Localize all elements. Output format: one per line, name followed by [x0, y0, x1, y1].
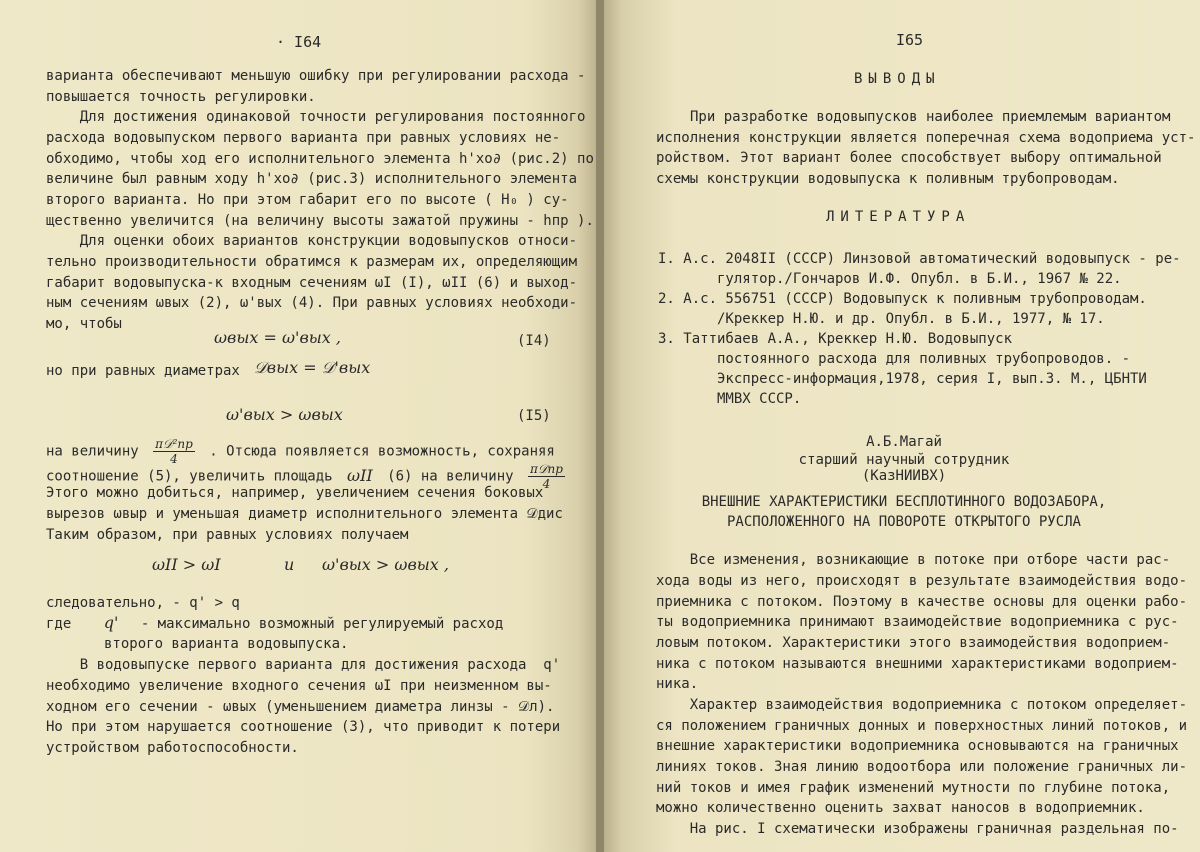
- text-line: ся положением граничных донных и поверхностных линий потоков, и: [656, 718, 1188, 734]
- article-title-line-1: ВНЕШНИЕ ХАРАКТЕРИСТИКИ БЕСПЛОТИННОГО ВОДОЗАБОРА,: [701, 494, 1107, 510]
- equation-15: ω'вых > ωвых: [226, 405, 343, 424]
- text-line: можно количественно оценить захват наносов в водоприемник.: [656, 800, 1145, 816]
- q-prime-symbol: q': [103, 613, 119, 632]
- text-fragment: где: [46, 616, 72, 632]
- equation-number: (I5): [517, 408, 551, 424]
- book-gutter: [596, 0, 604, 852]
- fraction-numerator: π𝒟²пр: [155, 437, 193, 451]
- text-line: Все изменения, возникающие в потоке при отборе части рас-: [656, 552, 1171, 568]
- text-line: ты водоприемника принимают взаимодействие водоприемника с рус-: [656, 614, 1179, 630]
- reference-line: Экспресс-информация,1978, серия I, вып.3. М., ЦБНТИ: [658, 371, 1147, 387]
- article-title-line-2: РАСПОЛОЖЕННОГО НА ПОВОРОТЕ ОТКРЫТОГО РУСЛА: [726, 514, 1081, 530]
- text-line: В водовыпуске первого варианта для достижения расхода q': [46, 657, 561, 673]
- heading-literature: ЛИТЕРАТУРА: [826, 209, 971, 225]
- text-line: величине был равным ходу h'хо∂ (рис.3) исполнительного элемента: [46, 171, 578, 187]
- left-page: [0, 0, 596, 852]
- text-line: ройством. Этот вариант более способствует выбору оптимальной: [656, 150, 1162, 166]
- text-line: При разработке водовыпусков наиболее приемлемым вариантом: [690, 109, 1171, 125]
- text-line: но при равных диаметрах: [46, 363, 240, 379]
- author-title: старший научный сотрудник: [798, 452, 1010, 468]
- right-page: [604, 0, 1200, 852]
- text-line: щественно увеличится (на величину высоты зажатой пружины - hпр ).: [46, 213, 594, 229]
- text-line: Для оценки обоих вариантов конструкции водовыпусков относи-: [46, 233, 578, 249]
- text-line: следовательно, - q' > q: [46, 595, 240, 611]
- author-name: А.Б.Магай: [866, 434, 942, 450]
- text-line: Для достижения одинаковой точности регулирования постоянного: [46, 109, 586, 125]
- text-line: второго варианта водовыпуска.: [104, 636, 349, 652]
- equation-number: (I4): [517, 333, 551, 349]
- text-line: исполнения конструкции является поперечная схема водоприема уст-: [656, 130, 1196, 146]
- text-line: внешние характеристики водоприемника основываются на граничных: [656, 738, 1179, 754]
- text-line: необходимо увеличение входного сечения ωI при неизменном вы-: [46, 678, 552, 694]
- text-line: Характер взаимодействия водоприемника с потоком определяет-: [656, 697, 1188, 713]
- equation-14: ωвых = ω'вых ,: [214, 328, 341, 347]
- equation-final-a: ωII > ωI: [152, 555, 221, 574]
- text-line: ходном его сечении - ωвых (уменьшением диаметра линзы - 𝒟л).: [46, 699, 555, 715]
- equation-final-b: ω'вых > ωвых ,: [322, 555, 449, 574]
- author-block: [754, 432, 1054, 484]
- text-fragment: соотношение (5), увеличить площадь: [46, 468, 333, 485]
- text-fragment: - максимально возможный регулируемый расход: [140, 616, 504, 632]
- text-line: ника с потоком называются внешними характеристиками водоприем-: [656, 656, 1179, 672]
- text-line: линиях токов. Зная линию водоотбора или положение граничных ли-: [656, 759, 1188, 775]
- text-line: обходимо, чтобы ход его исполнительного элемента h'хо∂ (рис.2) по: [46, 151, 594, 167]
- reference-line: гулятор./Гончаров И.Ф. Опубл. в Б.И., 1967 № 22.: [658, 271, 1122, 287]
- fraction-denominator: 4: [170, 452, 178, 466]
- equation-diameters: 𝒟вых = 𝒟'вых: [254, 358, 371, 377]
- text-fragment: (6) на величину: [387, 468, 514, 485]
- heading-conclusions: ВЫВОДЫ: [854, 71, 941, 87]
- fraction-denominator: 4: [542, 477, 551, 491]
- text-line-where: [46, 614, 503, 633]
- text-fragment: . Отсюда появляется возможность, сохраняя: [209, 443, 555, 460]
- text-line: ным сечениям ωвых (2), ω'вых (4). При равных условиях необходи-: [46, 295, 578, 311]
- text-line: ловым потоком. Характеристики этого взаимодействия водоприем-: [656, 635, 1171, 651]
- text-line: мо, чтобы: [46, 316, 122, 332]
- text-line: второго варианта. Но при этом габарит его по высоте ( H₀ ) су-: [46, 192, 569, 208]
- reference-line: 3. Таттибаев А.А., Креккер Н.Ю. Водовыпуск: [658, 331, 1013, 347]
- reference-line: 2. А.с. 556751 (СССР) Водовыпуск к поливным трубопроводам.: [658, 291, 1147, 307]
- text-line: приемника с потоком. Поэтому в качестве основы для оценки рабо-: [656, 594, 1188, 610]
- page-number-left: · I64: [276, 33, 322, 51]
- text-line: повышается точность регулировки.: [46, 89, 316, 105]
- equation-final-and: и: [284, 555, 295, 574]
- article-title: [644, 492, 1164, 532]
- text-line: ний токов и имея график изменений мутности по глубине потока,: [656, 780, 1171, 796]
- text-line: устройством работоспособности.: [46, 740, 299, 756]
- reference-line: постоянного расхода для поливных трубопроводов. -: [658, 351, 1131, 367]
- text-line: расхода водовыпуском первого варианта при равных условиях не-: [46, 130, 561, 146]
- text-line: Этого можно добиться, например, увеличением сечения боковых: [46, 485, 544, 501]
- page-number-right: I65: [896, 31, 924, 49]
- text-fragment: на величину: [46, 443, 139, 460]
- text-line: варианта обеспечивают меньшую ошибку при регулировании расхода -: [46, 68, 586, 84]
- text-line: схемы конструкции водовыпуска к поливным трубопроводам.: [656, 171, 1120, 187]
- text-line: Таким образом, при равных условиях получаем: [46, 527, 409, 543]
- text-line: На рис. I схематически изображены граничная раздельная по-: [656, 821, 1179, 837]
- reference-line: ММВХ СССР.: [658, 391, 802, 407]
- text-line: габарит водовыпуска-к входным сечениям ωI (I), ωII (6) и выход-: [46, 275, 578, 291]
- text-line: Но при этом нарушается соотношение (3), что приводит к потери: [46, 719, 561, 735]
- fraction-numerator: π𝒟пр: [530, 462, 563, 476]
- reference-line: /Креккер Н.Ю. и др. Опубл. в Б.И., 1977, № 17.: [658, 311, 1105, 327]
- text-line: хода воды из него, происходят в результате взаимодействия водо-: [656, 573, 1188, 589]
- reference-line: I. А.с. 2048II (СССР) Линзовой автоматический водовыпуск - ре-: [658, 251, 1181, 267]
- text-line: тельно производительности обратимся к размерам их, определяющим: [46, 254, 578, 270]
- text-line: ника.: [656, 676, 699, 692]
- author-organization: (КазНИИВХ): [861, 468, 947, 484]
- text-line: вырезов ωвыр и уменьшая диаметр исполнительного элемента 𝒟дис: [46, 506, 563, 522]
- omega-symbol: ωII: [347, 465, 373, 485]
